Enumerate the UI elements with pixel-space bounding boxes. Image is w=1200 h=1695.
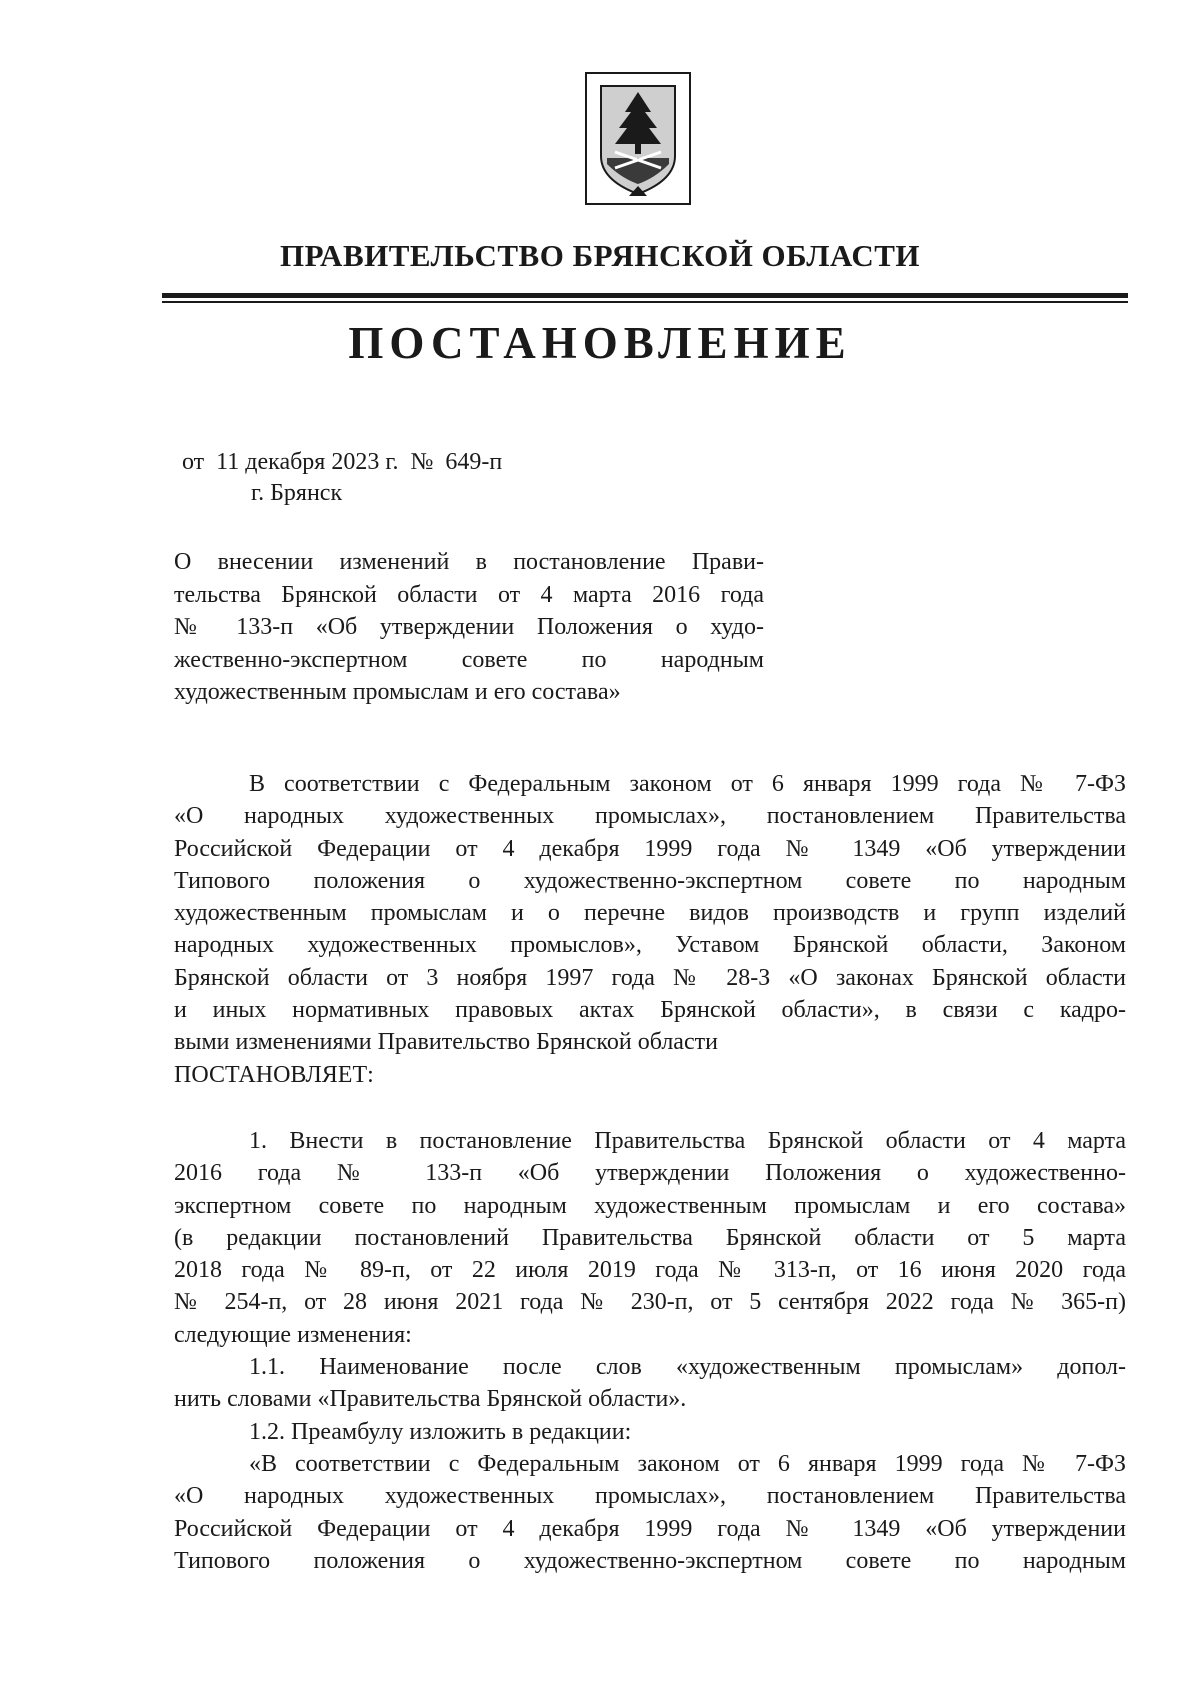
quoted-preamble-line: Российской Федерации от 4 декабря 1999 года № 1349 «Об утверждении <box>174 1515 1126 1542</box>
clause-1-line: 2016 года № 133-п «Об утверждении Положения о художественно- <box>174 1160 1126 1187</box>
preamble-line: и иных нормативных правовых актах Брянской области», в связи с кадро- <box>174 997 1126 1024</box>
paragraph-gap <box>174 1091 1126 1125</box>
clause-1-line: 1. Внести в постановление Правительства Брянской области от 4 марта <box>249 1127 1126 1154</box>
document-subject <box>174 546 764 709</box>
clause-1-line: экспертном совете по народным художественным промыслам и его состава» <box>174 1192 1126 1219</box>
preamble-line: В соответствии с Федеральным законом от 6 января 1999 года № 7-ФЗ <box>249 771 1126 797</box>
city: г. Брянск <box>251 480 343 506</box>
preamble-line: Брянской области от 3 ноября 1997 года № 28-З «О законах Брянской области <box>174 964 1126 991</box>
document-type-heading: ПОСТАНОВЛЕНИЕ <box>348 318 852 368</box>
preamble-line: художественным промыслам и о перечне видов производств и групп изделий <box>174 900 1126 927</box>
subject-line: тельства Брянской области от 4 марта 2016 года <box>174 581 764 608</box>
preamble-line: народных художественных промыслов», Уставом Брянской области, Законом <box>174 932 1126 959</box>
quoted-preamble-line: Типового положения о художественно-экспертном совете по народным <box>174 1547 1126 1574</box>
subject-line: О внесении изменений в постановление Прави- <box>174 549 764 575</box>
resolves-keyword: ПОСТАНОВЛЯЕТ: <box>174 1061 374 1088</box>
clause-1-line: 2018 года № 89-п, от 22 июля 2019 года № 313-п, от 16 июня 2020 года <box>174 1257 1126 1284</box>
clause-1-2-line: 1.2. Преамбулу изложить в редакции: <box>249 1418 632 1445</box>
header-rule-thin <box>162 301 1128 303</box>
date-and-number: от 11 декабря 2023 г. № 649-п <box>182 449 503 475</box>
preamble-line: Российской Федерации от 4 декабря 1999 года № 1349 «Об утверждении <box>174 835 1126 862</box>
clause-1-line: (в редакции постановлений Правительства Брянской области от 5 марта <box>174 1224 1126 1251</box>
preamble-line: выми изменениями Правительство Брянской области <box>174 1029 718 1056</box>
clause-1-line: следующие изменения: <box>174 1321 412 1348</box>
subject-line: художественным промыслам и его состава» <box>174 679 621 705</box>
preamble-line: «О народных художественных промыслах», постановлением Правительства <box>174 803 1126 830</box>
bryansk-coat-of-arms-icon <box>585 72 691 205</box>
quoted-preamble-line: «О народных художественных промыслах», постановлением Правительства <box>174 1483 1126 1510</box>
preamble-line: Типового положения о художественно-экспертном совете по народным <box>174 867 1126 894</box>
clause-1-1-line: 1.1. Наименование после слов «художественным промыслам» допол- <box>249 1354 1126 1381</box>
subject-line: № 133-п «Об утверждении Положения о худо- <box>174 614 764 640</box>
clause-1-1-line: нить словами «Правительства Брянской области». <box>174 1386 687 1413</box>
clause-1-line: № 254-п, от 28 июня 2021 года № 230-п, от 5 сентября 2022 года № 365-п) <box>174 1289 1126 1316</box>
quoted-preamble-line: «В соответствии с Федеральным законом от 6 января 1999 года № 7-ФЗ <box>249 1450 1126 1477</box>
document-body <box>174 768 1126 1577</box>
subject-line: жественно-экспертном совете по народным <box>174 646 764 673</box>
government-title: ПРАВИТЕЛЬСТВО БРЯНСКОЙ ОБЛАСТИ <box>279 238 921 273</box>
header-rule-thick <box>162 293 1128 298</box>
